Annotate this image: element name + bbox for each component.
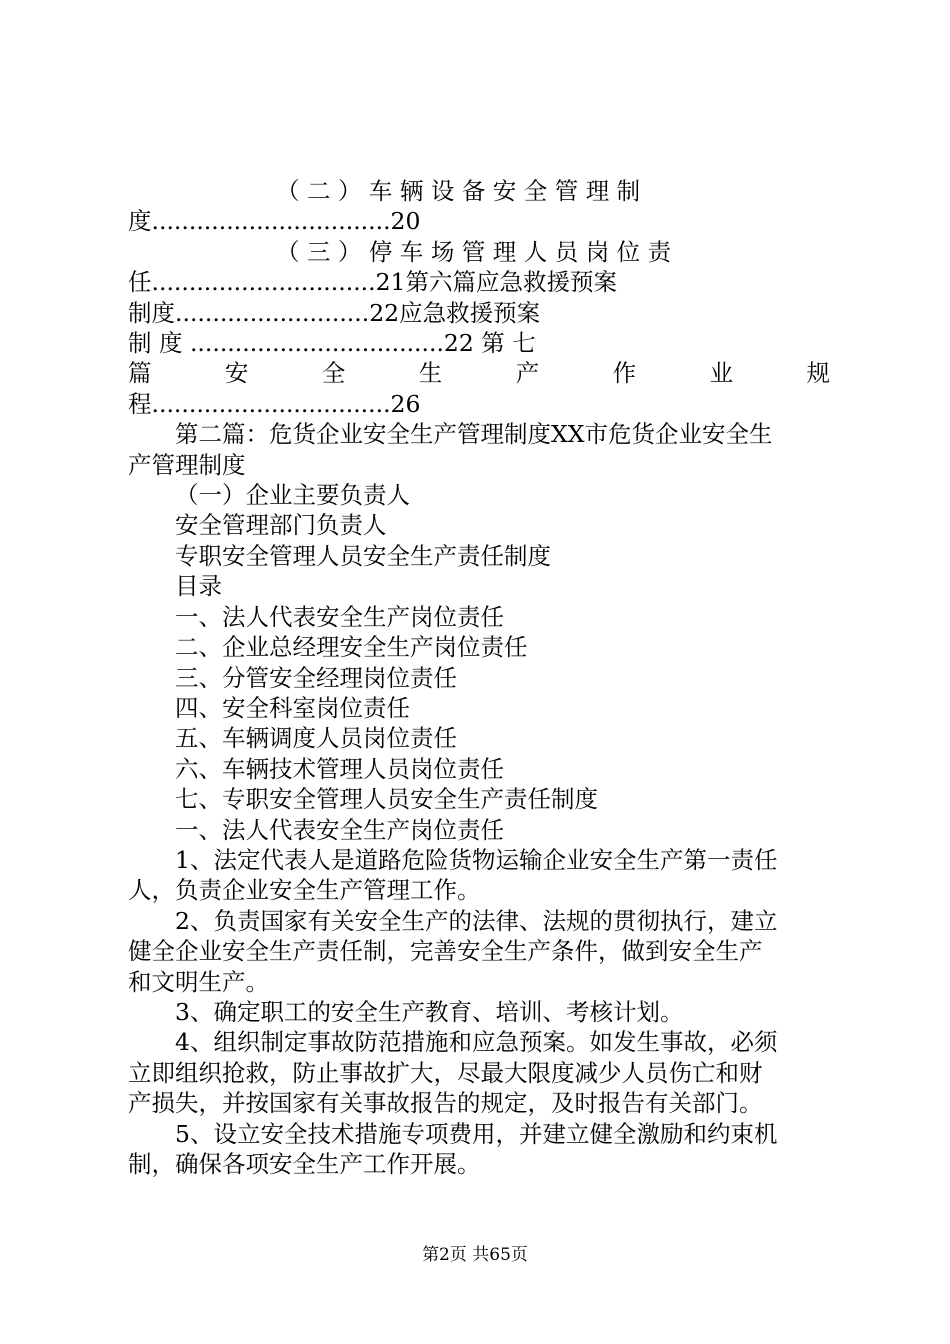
contents-item: 二、企业总经理安全生产岗位责任: [175, 633, 528, 662]
subsection-heading: 一、法人代表安全生产岗位责任: [175, 815, 504, 844]
paragraph: 4、组织制定事故防范措施和应急预案。如发生事故，必须: [175, 1028, 778, 1057]
paragraph: 健全企业安全生产责任制，完善安全生产条件，做到安全生产: [128, 937, 763, 966]
paragraph: 制，确保各项安全生产工作开展。: [128, 1150, 481, 1178]
contents-item: 四、安全科室岗位责任: [175, 693, 410, 722]
paragraph: 安全管理部门负责人: [175, 511, 387, 540]
toc-line: 制 度 ..................................22 第 七: [128, 329, 536, 358]
paragraph: 1、法定代表人是道路危险货物运输企业安全生产第一责任: [175, 845, 778, 874]
contents-item: 七、专职安全管理人员安全生产责任制度: [175, 785, 598, 814]
paragraph: 专职安全管理人员安全生产责任制度: [175, 541, 551, 570]
contents-item: 一、法人代表安全生产岗位责任: [175, 602, 504, 631]
paragraph: 产损失，并按国家有关事故报告的规定，及时报告有关部门。: [128, 1089, 763, 1118]
section-heading: 第二篇：危货企业安全生产管理制度XX市危货企业安全生: [175, 420, 773, 449]
contents-item: 五、车辆调度人员岗位责任: [175, 724, 457, 753]
toc-line: 程................................26: [128, 389, 421, 418]
paragraph: 3、确定职工的安全生产教育、培训、考核计划。: [175, 997, 684, 1026]
contents-heading: 目录: [175, 572, 222, 601]
toc-line: （ 二 ） 车 辆 设 备 安 全 管 理 制: [276, 177, 641, 205]
paragraph: 2、负责国家有关安全生产的法律、法规的贯彻执行，建立: [175, 906, 778, 935]
toc-line: 制度..........................22应急救援预案: [128, 298, 541, 327]
paragraph: 5、设立安全技术措施专项费用，并建立健全激励和约束机: [175, 1119, 778, 1148]
paragraph: 和文明生产。: [128, 967, 269, 996]
toc-line: 度................................20: [128, 207, 421, 236]
paragraph: 立即组织抢救，防止事故扩大，尽最大限度减少人员伤亡和财: [128, 1058, 763, 1087]
page-footer: 第2页 共65页: [422, 1245, 528, 1265]
paragraph: （一）企业主要负责人: [175, 481, 410, 510]
contents-item: 三、分管安全经理岗位责任: [175, 663, 457, 692]
contents-item: 六、车辆技术管理人员岗位责任: [175, 754, 504, 783]
toc-line: （ 三 ） 停 车 场 管 理 人 员 岗 位 责: [276, 237, 672, 266]
toc-line: 任..............................21第六篇应急救援预案: [128, 268, 618, 297]
paragraph: 人，负责企业安全生产管理工作。: [128, 876, 481, 905]
toc-line: 篇 安 全 生 产 作 业 规: [128, 359, 830, 388]
page-content: [128, 176, 830, 1179]
section-heading-cont: 产管理制度: [128, 450, 246, 479]
